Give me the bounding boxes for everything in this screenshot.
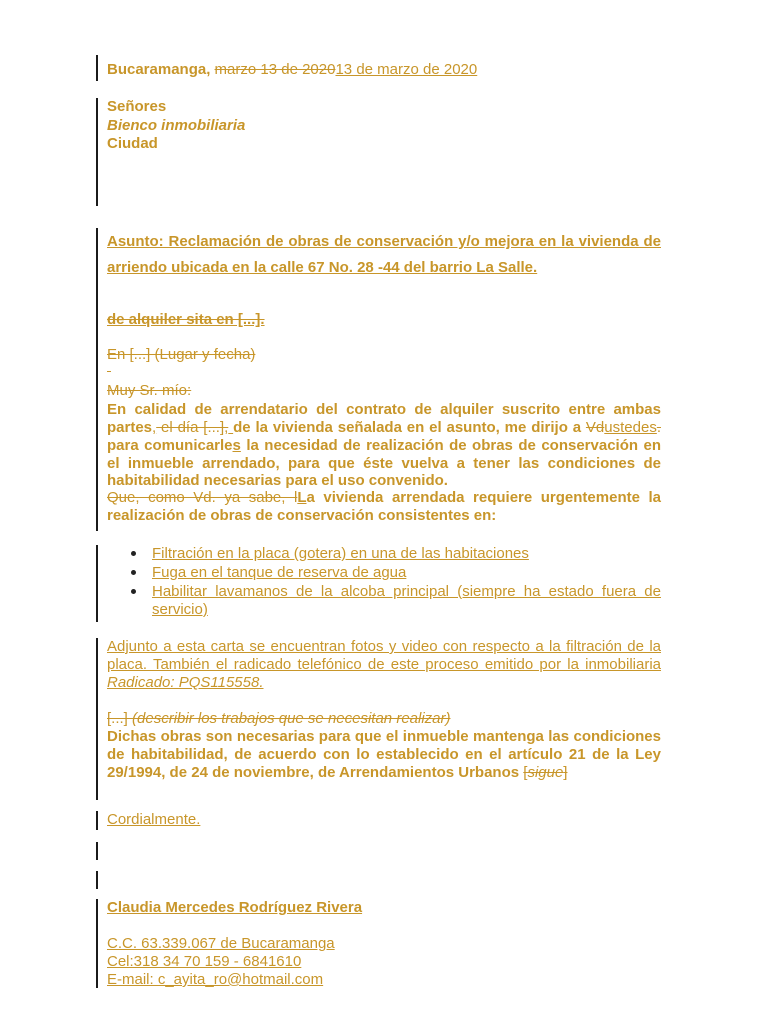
bullet-icon (131, 589, 136, 594)
repair-item: Fuga en el tanque de reserva de agua (152, 564, 407, 581)
deleted-date: marzo 13 de 2020 (214, 61, 336, 78)
signature-email: E-mail: c_ayita_ro@hotmail.com (107, 971, 324, 988)
inserted-date: 13 de marzo de 2020 (335, 61, 478, 78)
deleted-paragraph-mark (107, 371, 111, 372)
deleted-text: [...] (107, 710, 133, 727)
subject-line: arriendo ubicada en la calle 67 No. 28 -44 del barrio La Salle. (107, 259, 538, 276)
body-text: para comunicarle (107, 437, 233, 454)
change-bar (96, 899, 98, 988)
repair-item: Habilitar lavamanos de la alcoba principal (siempre ha estado fuera de servicio) (152, 583, 661, 618)
intro-line (107, 489, 661, 507)
change-bar (96, 545, 98, 622)
body-text: de la vivienda señalada en el asunto, me dirijo a (233, 419, 586, 436)
legal-line: de habitabilidad, de acuerdo con lo establecido en el artículo 21 de la Ley (107, 746, 661, 763)
repair-item: Filtración en la placa (gotera) en una de las habitaciones (152, 545, 529, 562)
bullet-icon (131, 570, 136, 575)
body-text: partes (107, 419, 153, 436)
signature-phone: Cel:318 34 70 159 - 6841610 (107, 953, 302, 970)
deleted-instruction (107, 710, 661, 728)
recipient-company: Bienco inmobiliaria (107, 117, 246, 134)
signature-name: Claudia Mercedes Rodríguez Rivera (107, 899, 363, 916)
bullet-icon (131, 551, 136, 556)
attachment-line: Adjunto a esta carta se encuentran fotos y video con respecto a la filtración de la (107, 638, 661, 655)
signature-id: C.C. 63.339.067 de Bucaramanga (107, 935, 335, 952)
intro-line (107, 437, 661, 455)
deleted-text: [ (523, 764, 528, 781)
intro-line: el inmueble arrendado, para que éste vuelva a tener las condiciones de (107, 455, 661, 472)
intro-line: realización de obras de conservación consistentes en: (107, 507, 497, 524)
date-line (107, 61, 661, 79)
change-bar (96, 55, 98, 81)
deleted-text: ] (563, 764, 568, 781)
intro-line: En calidad de arrendatario del contrato de alquiler suscrito entre ambas (107, 401, 661, 418)
city-label: Bucaramanga, (107, 61, 215, 78)
deleted-text: Que, como Vd. ya sabe, l (107, 489, 298, 506)
legal-line (107, 764, 661, 782)
closing: Cordialmente. (107, 811, 201, 828)
body-text: a vivienda arrendada requiere urgentemente la (306, 489, 661, 506)
inserted-text: , (152, 419, 157, 436)
intro-line: habitabilidad necesarias para el uso convenido. (107, 472, 448, 489)
legal-line: Dichas obras son necesarias para que el inmueble mantenga las condiciones (107, 728, 661, 745)
inserted-text: L (297, 489, 307, 506)
deleted-text: el día [...], (156, 419, 229, 436)
deleted-text: Vd (585, 419, 605, 436)
recipient-title: Señores (107, 98, 167, 115)
recipient-city: Ciudad (107, 135, 158, 152)
deleted-subject-line: de alquiler sita en [...]. (107, 311, 265, 328)
inserted-text: s (232, 437, 241, 454)
deleted-text: (describir los trabajos que se necesitan realizar) (132, 710, 451, 727)
change-bar (96, 871, 98, 889)
subject-line: Asunto: Reclamación de obras de conservación y/o mejora en la vivienda de (107, 233, 661, 250)
deleted-text: . (656, 419, 661, 436)
attachment-reference: Radicado: PQS115558. (107, 674, 264, 691)
intro-line (107, 419, 661, 437)
body-text: 29/1994, de 24 de noviembre, de Arrendamientos Urbanos (107, 764, 524, 781)
change-bar (96, 811, 98, 830)
deleted-place-date: En [...] (Lugar y fecha) (107, 346, 256, 363)
change-bar (96, 228, 98, 531)
attachment-line: placa. También el radicado telefónico de este proceso emitido por la inmobiliaria (107, 656, 661, 673)
inserted-text: ustedes (604, 419, 657, 436)
change-bar (96, 98, 98, 206)
change-bar (96, 842, 98, 860)
deleted-text: sigue (527, 764, 564, 781)
change-bar (96, 638, 98, 800)
body-text: la necesidad de realización de obras de conservación en (240, 437, 661, 454)
deleted-salutation: Muy Sr. mío: (107, 382, 192, 399)
